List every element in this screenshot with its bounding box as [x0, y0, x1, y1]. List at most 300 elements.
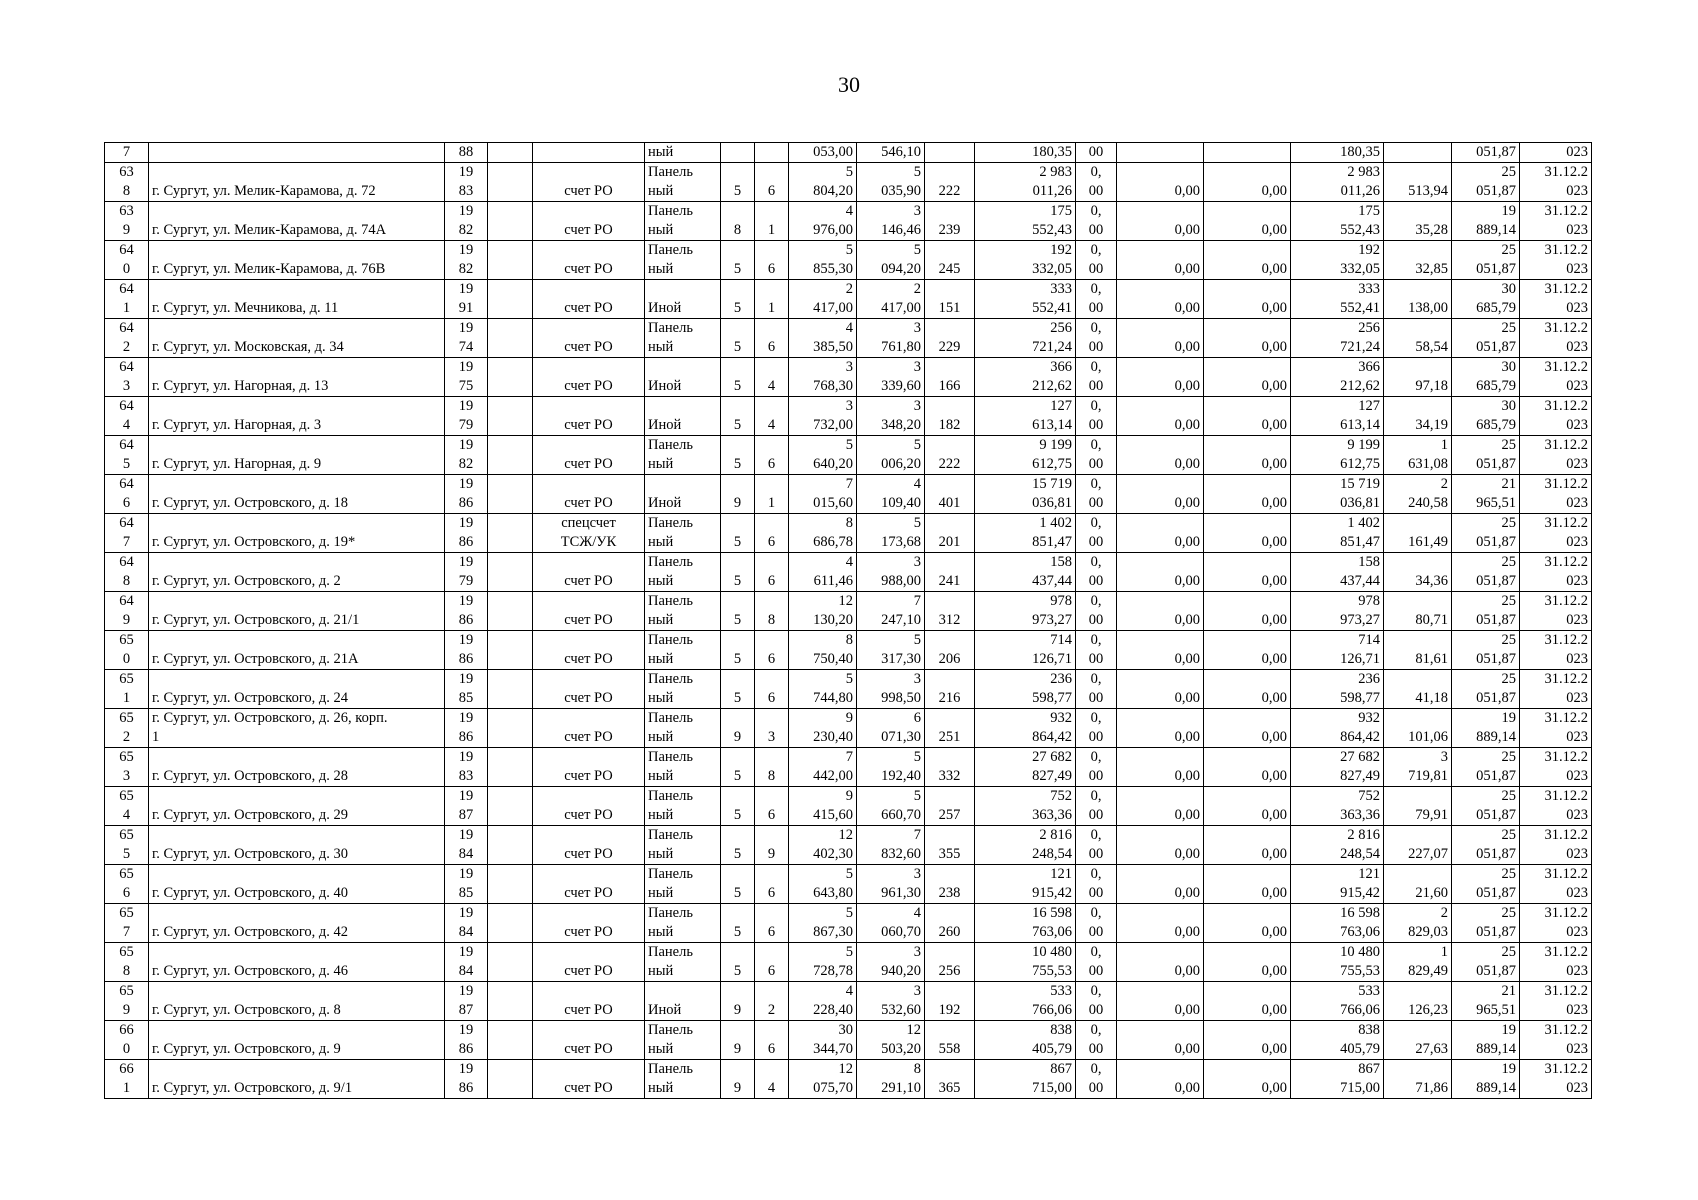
cell-owner-funds: 714 126,71	[1291, 631, 1384, 670]
cell-account-type: счет РО	[533, 943, 645, 982]
cell-cost-per-sqm: 2 240,58	[1384, 475, 1452, 514]
cell-total-area: 5 744,80	[789, 670, 857, 709]
cell-limit-cost: 25 051,87	[1452, 436, 1520, 475]
cell-cost-per-sqm: 126,23	[1384, 982, 1452, 1021]
cell-address: г. Сургут, ул. Островского, д. 26, корп. 1	[149, 709, 445, 748]
cell-living-area: 3 146,46	[857, 202, 925, 241]
cell-year: 19 79	[445, 397, 488, 436]
cell-entrances: 6	[755, 163, 789, 202]
cell-deadline: 31.12.2 023	[1520, 943, 1592, 982]
cell-living-area: 8 291,10	[857, 1060, 925, 1099]
cell-col-4	[488, 436, 533, 475]
cell-col-4	[488, 748, 533, 787]
cell-account-type: счет РО	[533, 319, 645, 358]
cell-owner-funds: 932 864,42	[1291, 709, 1384, 748]
cell-residents: 182	[925, 397, 975, 436]
cell-limit-cost: 30 685,79	[1452, 280, 1520, 319]
cell-row-number: 65 2	[105, 709, 149, 748]
cell-cost-per-sqm: 21,60	[1384, 865, 1452, 904]
cell-total-area: 12 402,30	[789, 826, 857, 865]
cell-col-13: 0, 00	[1076, 826, 1117, 865]
cell-deadline: 31.12.2 023	[1520, 904, 1592, 943]
cell-living-area: 5 035,90	[857, 163, 925, 202]
cell-living-area: 7 247,10	[857, 592, 925, 631]
cell-row-number: 66 0	[105, 1021, 149, 1060]
cell-residents: 245	[925, 241, 975, 280]
cell-fund-local: 0,00	[1117, 514, 1204, 553]
cell-row-number: 64 0	[105, 241, 149, 280]
table-row	[105, 163, 1592, 202]
cell-limit-cost: 25 051,87	[1452, 592, 1520, 631]
cell-residents: 365	[925, 1060, 975, 1099]
cell-living-area: 4 060,70	[857, 904, 925, 943]
cell-deadline: 31.12.2 023	[1520, 1060, 1592, 1099]
cell-total-cost: 180,35	[975, 143, 1076, 163]
cell-row-number: 65 4	[105, 787, 149, 826]
cell-entrances: 6	[755, 436, 789, 475]
table-row	[105, 514, 1592, 553]
cell-living-area: 5 173,68	[857, 514, 925, 553]
cell-row-number: 65 9	[105, 982, 149, 1021]
cell-fund-other: 0,00	[1204, 436, 1291, 475]
cell-owner-funds: 752 363,36	[1291, 787, 1384, 826]
cell-year: 19 83	[445, 163, 488, 202]
cell-limit-cost: 25 051,87	[1452, 553, 1520, 592]
cell-total-area: 7 015,60	[789, 475, 857, 514]
cell-fund-local: 0,00	[1117, 631, 1204, 670]
cell-col-13: 0, 00	[1076, 1060, 1117, 1099]
cell-deadline: 31.12.2 023	[1520, 397, 1592, 436]
cell-fund-other: 0,00	[1204, 631, 1291, 670]
cell-total-cost: 16 598 763,06	[975, 904, 1076, 943]
cell-account-type: счет РО	[533, 826, 645, 865]
cell-owner-funds: 2 983 011,26	[1291, 163, 1384, 202]
table-row	[105, 670, 1592, 709]
cell-row-number: 64 1	[105, 280, 149, 319]
cell-owner-funds: 256 721,24	[1291, 319, 1384, 358]
cell-wall-material: Панель ный	[645, 202, 721, 241]
cell-col-4	[488, 553, 533, 592]
cell-total-cost: 127 613,14	[975, 397, 1076, 436]
cell-col-13: 0, 00	[1076, 319, 1117, 358]
cell-cost-per-sqm: 35,28	[1384, 202, 1452, 241]
cell-fund-local: 0,00	[1117, 670, 1204, 709]
cell-fund-other: 0,00	[1204, 514, 1291, 553]
cell-owner-funds: 180,35	[1291, 143, 1384, 163]
cell-fund-local: 0,00	[1117, 241, 1204, 280]
cell-limit-cost: 19 889,14	[1452, 1060, 1520, 1099]
cell-year: 19 86	[445, 475, 488, 514]
cell-row-number: 64 8	[105, 553, 149, 592]
cell-floors: 5	[721, 748, 755, 787]
cell-address: г. Сургут, ул. Островского, д. 18	[149, 475, 445, 514]
cell-year: 19 86	[445, 631, 488, 670]
cell-fund-other: 0,00	[1204, 1060, 1291, 1099]
cell-total-area: 3 732,00	[789, 397, 857, 436]
cell-living-area: 5 317,30	[857, 631, 925, 670]
cell-account-type: счет РО	[533, 670, 645, 709]
cell-col-13: 0, 00	[1076, 982, 1117, 1021]
cell-deadline: 31.12.2 023	[1520, 982, 1592, 1021]
cell-col-4	[488, 202, 533, 241]
cell-deadline: 31.12.2 023	[1520, 553, 1592, 592]
cell-fund-local: 0,00	[1117, 1060, 1204, 1099]
cell-wall-material: Панель ный	[645, 319, 721, 358]
cell-entrances: 1	[755, 280, 789, 319]
cell-owner-funds: 867 715,00	[1291, 1060, 1384, 1099]
cell-living-area: 3 988,00	[857, 553, 925, 592]
cell-total-area: 5 855,30	[789, 241, 857, 280]
cell-year: 19 84	[445, 904, 488, 943]
cell-deadline: 31.12.2 023	[1520, 202, 1592, 241]
cell-total-cost: 333 552,41	[975, 280, 1076, 319]
cell-address: г. Сургут, ул. Островского, д. 9	[149, 1021, 445, 1060]
cell-cost-per-sqm: 513,94	[1384, 163, 1452, 202]
cell-total-cost: 932 864,42	[975, 709, 1076, 748]
cell-total-cost: 175 552,43	[975, 202, 1076, 241]
cell-fund-local: 0,00	[1117, 943, 1204, 982]
cell-account-type: счет РО	[533, 748, 645, 787]
cell-col-13: 0, 00	[1076, 553, 1117, 592]
cell-floors: 5	[721, 592, 755, 631]
cell-residents: 201	[925, 514, 975, 553]
cell-floors: 5	[721, 397, 755, 436]
cell-wall-material: Панель ный	[645, 1060, 721, 1099]
cell-row-number: 7	[105, 143, 149, 163]
cell-total-area: 5 804,20	[789, 163, 857, 202]
cell-col-4	[488, 904, 533, 943]
cell-deadline: 31.12.2 023	[1520, 670, 1592, 709]
cell-col-13: 0, 00	[1076, 865, 1117, 904]
cell-limit-cost: 30 685,79	[1452, 358, 1520, 397]
cell-col-13: 0, 00	[1076, 1021, 1117, 1060]
cell-entrances: 6	[755, 943, 789, 982]
cell-address: г. Сургут, ул. Островского, д. 40	[149, 865, 445, 904]
cell-row-number: 63 8	[105, 163, 149, 202]
cell-address: г. Сургут, ул. Островского, д. 21А	[149, 631, 445, 670]
table-row	[105, 982, 1592, 1021]
cell-row-number: 65 5	[105, 826, 149, 865]
cell-fund-local: 0,00	[1117, 358, 1204, 397]
cell-living-area: 3 339,60	[857, 358, 925, 397]
cell-entrances: 8	[755, 748, 789, 787]
cell-fund-local: 0,00	[1117, 553, 1204, 592]
cell-wall-material: Панель ный	[645, 436, 721, 475]
cell-address: г. Сургут, ул. Островского, д. 30	[149, 826, 445, 865]
cell-entrances: 9	[755, 826, 789, 865]
cell-residents: 558	[925, 1021, 975, 1060]
cell-residents: 239	[925, 202, 975, 241]
cell-living-area: 6 071,30	[857, 709, 925, 748]
cell-living-area: 5 006,20	[857, 436, 925, 475]
cell-deadline: 31.12.2 023	[1520, 709, 1592, 748]
cell-floors	[721, 143, 755, 163]
cell-floors: 5	[721, 865, 755, 904]
cell-deadline: 31.12.2 023	[1520, 865, 1592, 904]
cell-limit-cost: 25 051,87	[1452, 748, 1520, 787]
cell-col-4	[488, 280, 533, 319]
cell-living-area: 3 761,80	[857, 319, 925, 358]
cell-wall-material: Панель ный	[645, 826, 721, 865]
cell-col-13: 0, 00	[1076, 670, 1117, 709]
cell-row-number: 64 4	[105, 397, 149, 436]
cell-entrances: 6	[755, 319, 789, 358]
cell-col-4	[488, 143, 533, 163]
cell-wall-material: Панель ный	[645, 904, 721, 943]
cell-cost-per-sqm: 2 829,03	[1384, 904, 1452, 943]
cell-fund-local	[1117, 143, 1204, 163]
cell-deadline: 31.12.2 023	[1520, 1021, 1592, 1060]
cell-col-4	[488, 514, 533, 553]
cell-wall-material: Панель ный	[645, 787, 721, 826]
cell-limit-cost: 25 051,87	[1452, 904, 1520, 943]
cell-wall-material: Панель ный	[645, 514, 721, 553]
table-row	[105, 358, 1592, 397]
page-number: 30	[838, 72, 860, 97]
cell-floors: 5	[721, 553, 755, 592]
cell-cost-per-sqm: 161,49	[1384, 514, 1452, 553]
cell-col-4	[488, 163, 533, 202]
cell-wall-material: Иной	[645, 982, 721, 1021]
cell-address: г. Сургут, ул. Островского, д. 46	[149, 943, 445, 982]
cell-col-4	[488, 943, 533, 982]
cell-year: 19 82	[445, 202, 488, 241]
table-row	[105, 1060, 1592, 1099]
cell-residents: 192	[925, 982, 975, 1021]
cell-deadline: 31.12.2 023	[1520, 241, 1592, 280]
cell-fund-local: 0,00	[1117, 1021, 1204, 1060]
cell-living-area: 2 417,00	[857, 280, 925, 319]
cell-account-type: счет РО	[533, 202, 645, 241]
cell-total-area: 8 686,78	[789, 514, 857, 553]
cell-total-area: 7 442,00	[789, 748, 857, 787]
cell-wall-material: Панель ный	[645, 241, 721, 280]
cell-wall-material: Панель ный	[645, 709, 721, 748]
cell-address: г. Сургут, ул. Островского, д. 28	[149, 748, 445, 787]
cell-year: 19 86	[445, 709, 488, 748]
cell-fund-local: 0,00	[1117, 748, 1204, 787]
cell-account-type: счет РО	[533, 865, 645, 904]
cell-total-cost: 714 126,71	[975, 631, 1076, 670]
cell-col-4	[488, 241, 533, 280]
cell-owner-funds: 2 816 248,54	[1291, 826, 1384, 865]
cell-wall-material: Панель ный	[645, 670, 721, 709]
cell-fund-other: 0,00	[1204, 202, 1291, 241]
cell-fund-other: 0,00	[1204, 319, 1291, 358]
cell-entrances: 6	[755, 514, 789, 553]
cell-residents: 151	[925, 280, 975, 319]
cell-entrances: 6	[755, 787, 789, 826]
cell-year: 19 74	[445, 319, 488, 358]
cell-cost-per-sqm: 71,86	[1384, 1060, 1452, 1099]
table-row	[105, 553, 1592, 592]
cell-total-cost: 236 598,77	[975, 670, 1076, 709]
cell-living-area: 3 961,30	[857, 865, 925, 904]
cell-wall-material: Панель ный	[645, 865, 721, 904]
cell-col-4	[488, 397, 533, 436]
cell-account-type: счет РО	[533, 709, 645, 748]
cell-col-13: 0, 00	[1076, 436, 1117, 475]
cell-account-type: счет РО	[533, 1060, 645, 1099]
table-row	[105, 826, 1592, 865]
cell-limit-cost: 25 051,87	[1452, 631, 1520, 670]
cell-fund-other: 0,00	[1204, 904, 1291, 943]
cell-floors: 5	[721, 280, 755, 319]
cell-cost-per-sqm: 58,54	[1384, 319, 1452, 358]
cell-wall-material: Панель ный	[645, 592, 721, 631]
cell-living-area: 5 094,20	[857, 241, 925, 280]
cell-total-cost: 2 983 011,26	[975, 163, 1076, 202]
cell-deadline: 31.12.2 023	[1520, 358, 1592, 397]
cell-year: 19 91	[445, 280, 488, 319]
cell-deadline: 31.12.2 023	[1520, 436, 1592, 475]
cell-fund-other: 0,00	[1204, 592, 1291, 631]
cell-cost-per-sqm: 41,18	[1384, 670, 1452, 709]
cell-fund-other: 0,00	[1204, 397, 1291, 436]
cell-fund-other: 0,00	[1204, 748, 1291, 787]
cell-account-type: счет РО	[533, 241, 645, 280]
cell-fund-local: 0,00	[1117, 982, 1204, 1021]
cell-limit-cost: 30 685,79	[1452, 397, 1520, 436]
cell-deadline: 31.12.2 023	[1520, 319, 1592, 358]
cell-col-13: 0, 00	[1076, 592, 1117, 631]
cell-col-13: 0, 00	[1076, 202, 1117, 241]
cell-deadline: 31.12.2 023	[1520, 592, 1592, 631]
cell-living-area: 12 503,20	[857, 1021, 925, 1060]
cell-wall-material: ный	[645, 143, 721, 163]
cell-account-type: счет РО	[533, 631, 645, 670]
cell-residents: 251	[925, 709, 975, 748]
cell-row-number: 65 7	[105, 904, 149, 943]
cell-residents: 241	[925, 553, 975, 592]
cell-address: г. Сургут, ул. Островского, д. 8	[149, 982, 445, 1021]
cell-total-area: 5 643,80	[789, 865, 857, 904]
cell-account-type: счет РО	[533, 904, 645, 943]
cell-total-area: 3 768,30	[789, 358, 857, 397]
cell-floors: 5	[721, 904, 755, 943]
table-row	[105, 592, 1592, 631]
cell-total-cost: 1 402 851,47	[975, 514, 1076, 553]
cell-fund-local: 0,00	[1117, 904, 1204, 943]
cell-total-cost: 27 682 827,49	[975, 748, 1076, 787]
cell-total-cost: 158 437,44	[975, 553, 1076, 592]
cell-col-13: 0, 00	[1076, 475, 1117, 514]
cell-wall-material: Панель ный	[645, 631, 721, 670]
cell-floors: 9	[721, 475, 755, 514]
cell-fund-local: 0,00	[1117, 397, 1204, 436]
cell-limit-cost: 25 051,87	[1452, 670, 1520, 709]
cell-total-cost: 838 405,79	[975, 1021, 1076, 1060]
cell-cost-per-sqm: 101,06	[1384, 709, 1452, 748]
cell-floors: 9	[721, 982, 755, 1021]
cell-fund-local: 0,00	[1117, 475, 1204, 514]
table-row	[105, 397, 1592, 436]
cell-col-4	[488, 709, 533, 748]
cell-floors: 5	[721, 631, 755, 670]
cell-limit-cost: 25 051,87	[1452, 787, 1520, 826]
cell-living-area: 7 832,60	[857, 826, 925, 865]
cell-address: г. Сургут, ул. Островского, д. 2	[149, 553, 445, 592]
cell-owner-funds: 366 212,62	[1291, 358, 1384, 397]
cell-row-number: 64 6	[105, 475, 149, 514]
table-row	[105, 631, 1592, 670]
cell-total-cost: 121 915,42	[975, 865, 1076, 904]
cell-cost-per-sqm: 1 631,08	[1384, 436, 1452, 475]
cell-owner-funds: 158 437,44	[1291, 553, 1384, 592]
cell-living-area: 5 192,40	[857, 748, 925, 787]
cell-total-area: 5 640,20	[789, 436, 857, 475]
cell-limit-cost: 25 051,87	[1452, 826, 1520, 865]
cell-year: 19 86	[445, 514, 488, 553]
cell-wall-material: Иной	[645, 397, 721, 436]
table-body	[105, 143, 1592, 1099]
cell-wall-material: Панель ный	[645, 943, 721, 982]
cell-total-area: 4 976,00	[789, 202, 857, 241]
cell-year: 19 87	[445, 982, 488, 1021]
cell-living-area: 3 348,20	[857, 397, 925, 436]
cell-fund-other: 0,00	[1204, 358, 1291, 397]
cell-entrances: 6	[755, 553, 789, 592]
cell-year: 88	[445, 143, 488, 163]
cell-residents: 229	[925, 319, 975, 358]
cell-cost-per-sqm: 79,91	[1384, 787, 1452, 826]
table-row	[105, 943, 1592, 982]
cell-owner-funds: 978 973,27	[1291, 592, 1384, 631]
cell-deadline: 31.12.2 023	[1520, 280, 1592, 319]
cell-deadline: 31.12.2 023	[1520, 826, 1592, 865]
cell-col-4	[488, 982, 533, 1021]
cell-col-13: 00	[1076, 143, 1117, 163]
cell-owner-funds: 192 332,05	[1291, 241, 1384, 280]
cell-deadline: 31.12.2 023	[1520, 514, 1592, 553]
cell-limit-cost: 051,87	[1452, 143, 1520, 163]
cell-total-cost: 10 480 755,53	[975, 943, 1076, 982]
cell-year: 19 85	[445, 670, 488, 709]
cell-cost-per-sqm: 34,36	[1384, 553, 1452, 592]
cell-entrances: 6	[755, 1021, 789, 1060]
cell-fund-local: 0,00	[1117, 163, 1204, 202]
cell-cost-per-sqm: 3 719,81	[1384, 748, 1452, 787]
cell-col-13: 0, 00	[1076, 748, 1117, 787]
register-table	[104, 142, 1592, 1099]
cell-fund-local: 0,00	[1117, 436, 1204, 475]
cell-entrances: 6	[755, 865, 789, 904]
cell-year: 19 75	[445, 358, 488, 397]
cell-residents: 238	[925, 865, 975, 904]
cell-owner-funds: 15 719 036,81	[1291, 475, 1384, 514]
cell-owner-funds: 27 682 827,49	[1291, 748, 1384, 787]
cell-account-type: счет РО	[533, 163, 645, 202]
cell-col-4	[488, 787, 533, 826]
cell-residents: 257	[925, 787, 975, 826]
cell-row-number: 65 3	[105, 748, 149, 787]
cell-fund-other: 0,00	[1204, 280, 1291, 319]
cell-year: 19 86	[445, 1060, 488, 1099]
cell-col-13: 0, 00	[1076, 943, 1117, 982]
cell-entrances: 3	[755, 709, 789, 748]
cell-limit-cost: 19 889,14	[1452, 1021, 1520, 1060]
cell-residents: 222	[925, 163, 975, 202]
cell-total-cost: 9 199 612,75	[975, 436, 1076, 475]
cell-account-type: счет РО	[533, 436, 645, 475]
cell-col-13: 0, 00	[1076, 241, 1117, 280]
cell-address: г. Сургут, ул. Мелик-Карамова, д. 72	[149, 163, 445, 202]
cell-entrances: 8	[755, 592, 789, 631]
cell-living-area: 546,10	[857, 143, 925, 163]
table-row	[105, 202, 1592, 241]
cell-limit-cost: 25 051,87	[1452, 865, 1520, 904]
cell-fund-other: 0,00	[1204, 475, 1291, 514]
